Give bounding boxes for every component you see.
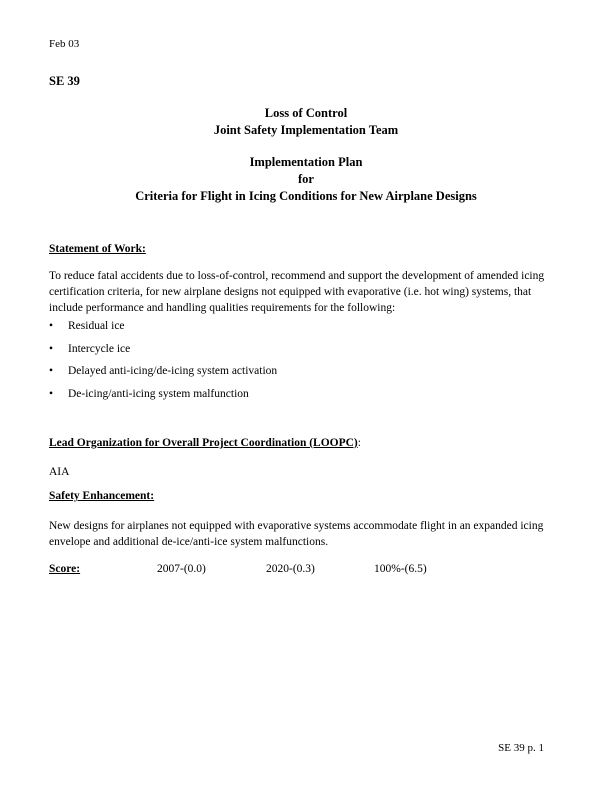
safety-enhancement-heading: Safety Enhancement: [49,490,155,502]
title-loss-of-control: Loss of Control [264,106,348,120]
title-for: for [298,172,314,186]
title-block-team [0,105,612,139]
list-item: • Delayed anti-icing/de-icing system activation [49,363,277,386]
safety-enhancement-text: New designs for airplanes not equipped with evaporative systems accommodate flight in an expanded icing envelope and additional de-ice/anti-ice system malfunctions. [49,520,544,548]
title-block-plan [0,154,612,205]
score-row [49,563,549,579]
score-label: Score: [49,563,81,575]
title-criteria: Criteria for Flight in Icing Conditions for New Airplane Designs [135,189,477,203]
list-item: • De-icing/anti-icing system malfunction [49,386,277,409]
score-2007: 2007-(0.0) [157,563,206,575]
list-item: • Intercycle ice [49,341,277,364]
score-100pct: 100%-(6.5) [374,563,427,575]
lead-organization-heading [49,437,361,449]
title-team: Joint Safety Implementation Team [213,123,399,137]
lead-organization-heading-text: Lead Organization for Overall Project Coordination (LOOPC) [49,437,358,449]
lead-organization-value: AIA [49,466,70,478]
document-id: SE 39 [49,74,80,88]
statement-of-work-text: To reduce fatal accidents due to loss-of-control, recommend and support the development of amended icing certification criteria, for new airplane designs not equipped with evaporative (i.e. hot wing) systems, that include performance and handling qualities requirements for the following: [49,270,545,314]
requirements-list [49,318,277,409]
title-implementation-plan: Implementation Plan [249,155,363,169]
document-date: Feb 03 [49,38,80,50]
score-2020: 2020-(0.3) [266,563,315,575]
list-item: • Residual ice [49,318,277,341]
page-number: SE 39 p. 1 [498,742,544,754]
lead-organization-colon: : [357,437,361,449]
statement-of-work-heading: Statement of Work: [49,243,146,255]
